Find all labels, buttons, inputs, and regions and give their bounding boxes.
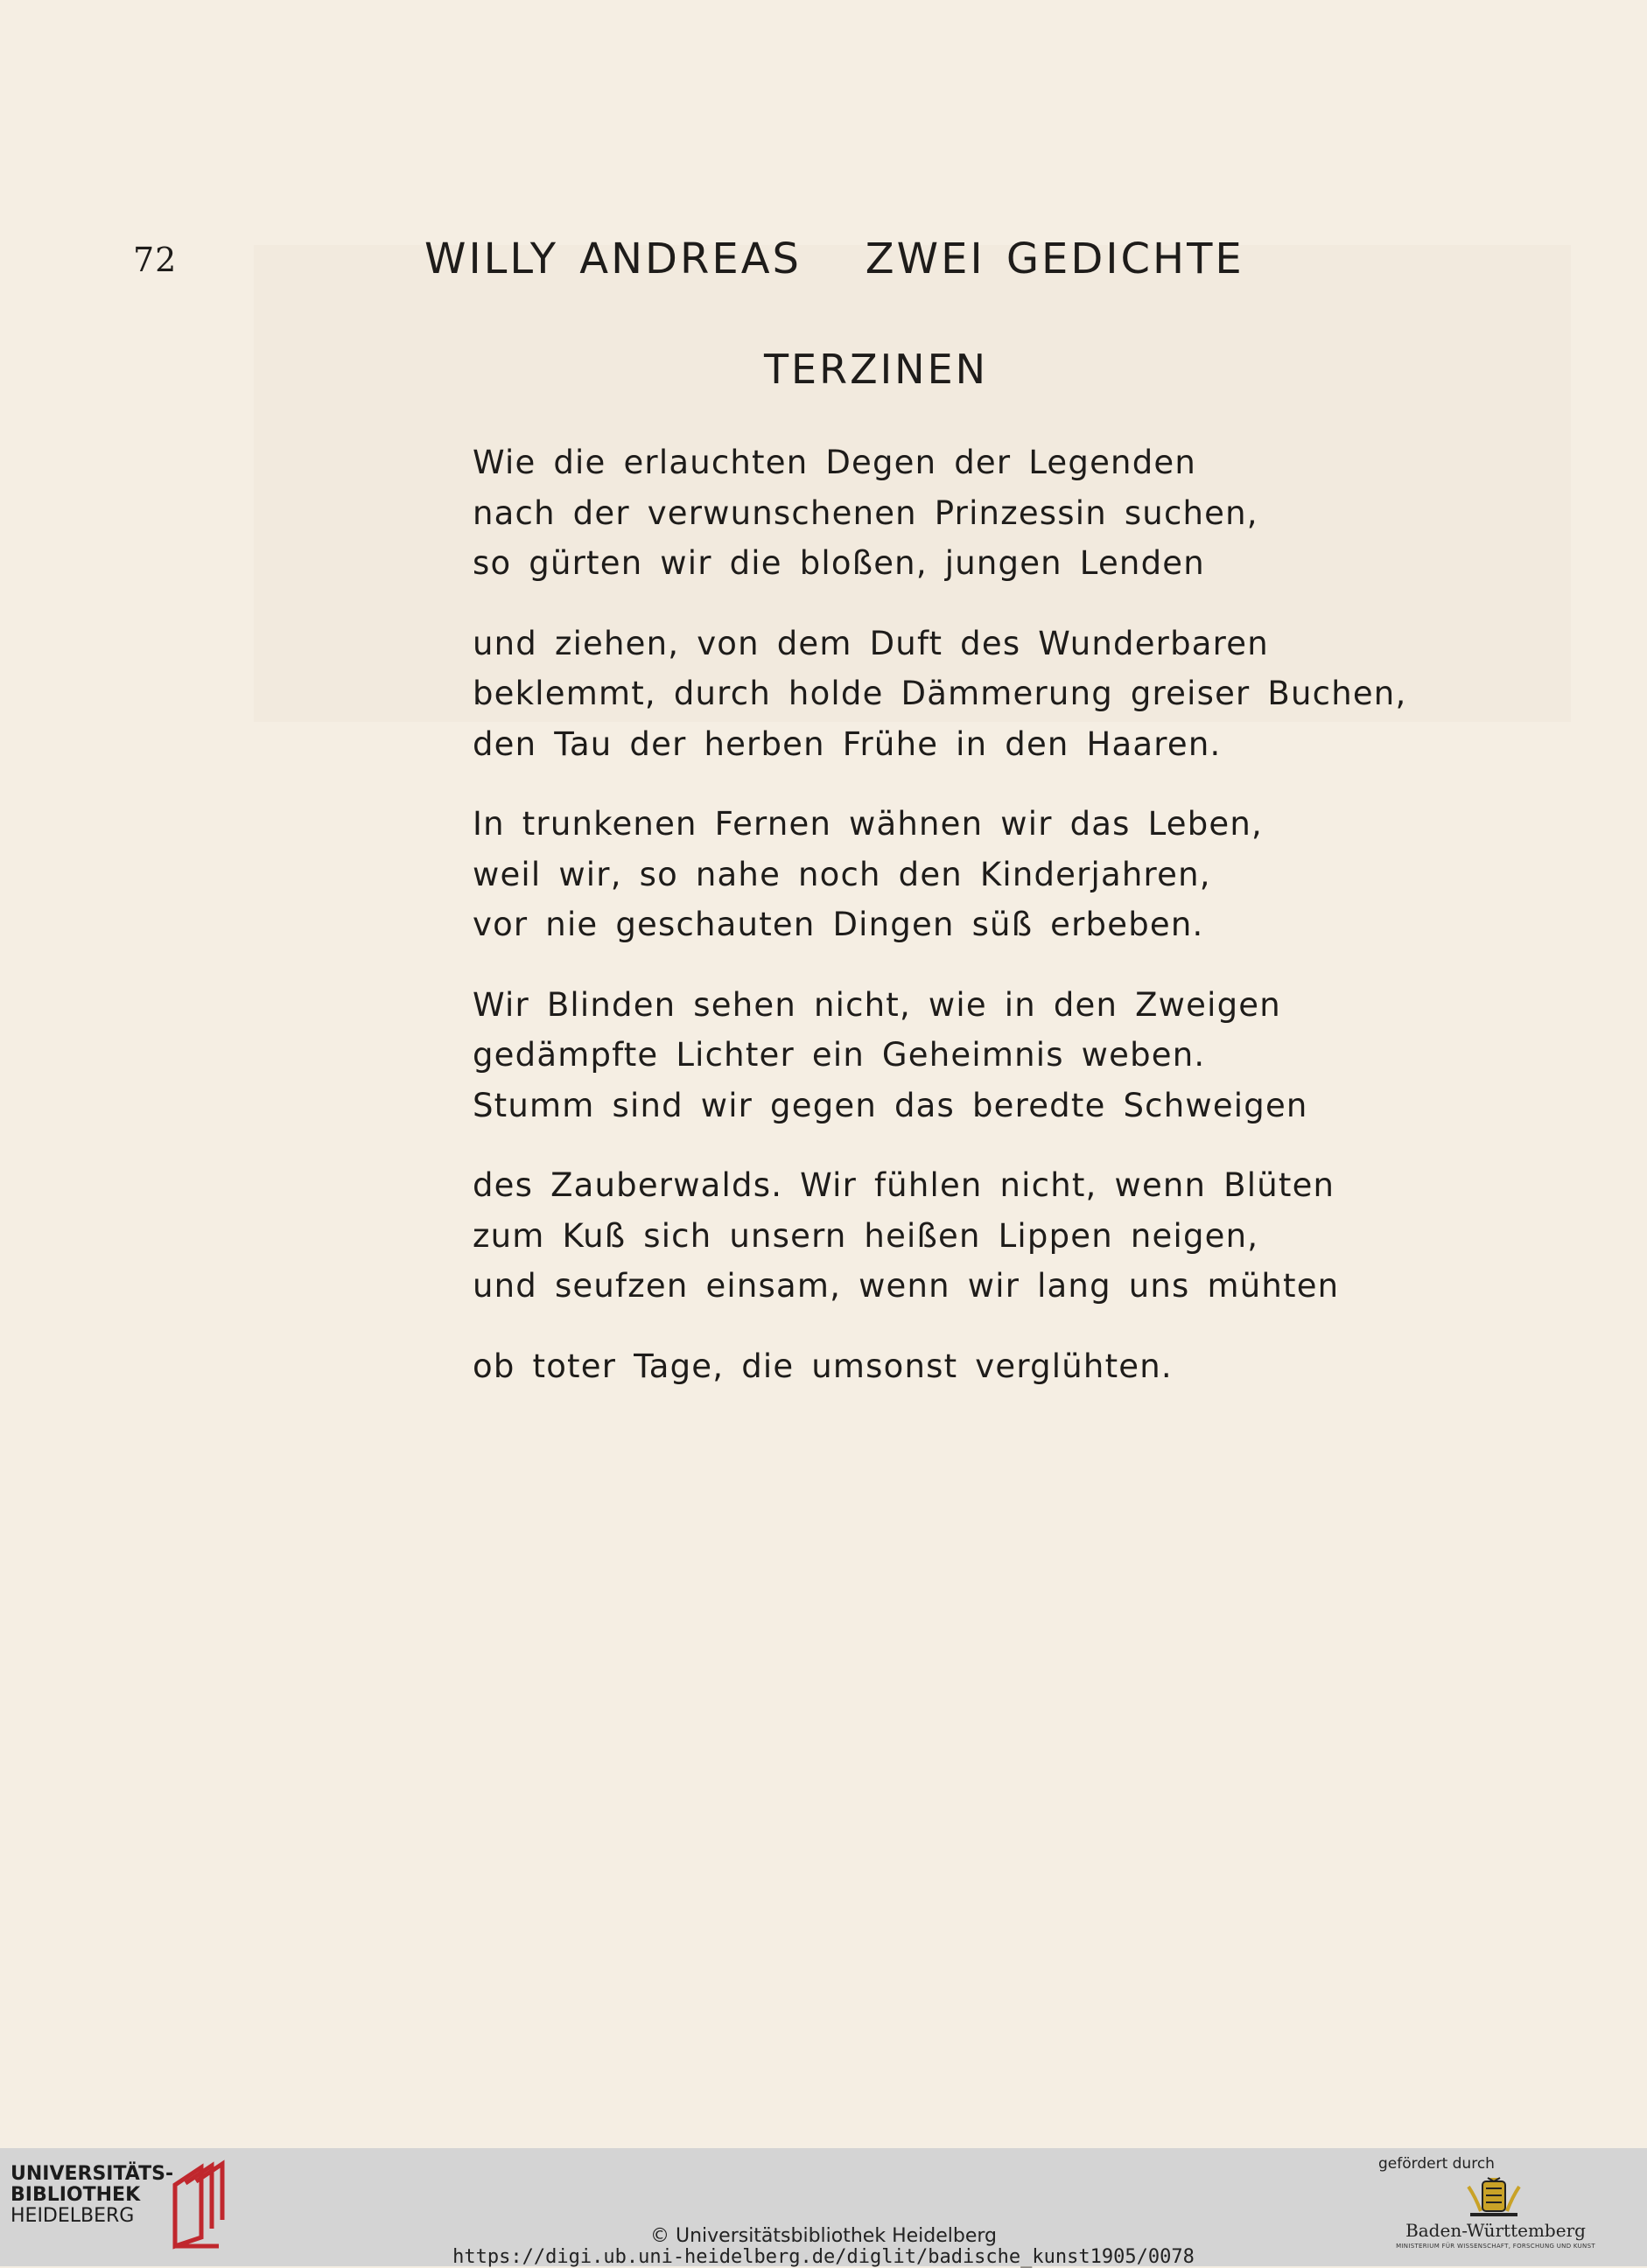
sponsor-name: Baden-Württemberg bbox=[1405, 2220, 1586, 2241]
digitization-footer bbox=[0, 2148, 1647, 2266]
poem-title: TERZINEN bbox=[763, 346, 989, 393]
poem-line: Stumm sind wir gegen das beredte Schweigen bbox=[473, 1086, 1308, 1124]
poem-line: des Zauberwalds. Wir fühlen nicht, wenn Blüten bbox=[473, 1166, 1335, 1204]
library-logo-line: UNIVERSITÄTS- bbox=[11, 2163, 174, 2185]
sponsor-label: gefördert durch bbox=[1378, 2155, 1495, 2173]
library-logo-line: BIBLIOTHEK bbox=[11, 2184, 141, 2206]
poem-line: ob toter Tage, die umsonst verglühten. bbox=[473, 1347, 1173, 1385]
permalink-url[interactable]: https://digi.ub.uni-heidelberg.de/diglit/badische_kunst1905/0078 bbox=[452, 2246, 1195, 2268]
poem-line: zum Kuß sich unsern heißen Lippen neigen, bbox=[473, 1216, 1259, 1255]
running-head: WILLY ANDREAS ZWEI GEDICHTE bbox=[424, 234, 1244, 284]
poem-line: vor nie geschauten Dingen süß erbeben. bbox=[473, 906, 1204, 943]
library-logo[interactable] bbox=[11, 2164, 173, 2227]
poem-line: so gürten wir die bloßen, jungen Lenden bbox=[473, 544, 1205, 582]
poem-line: den Tau der herben Frühe in den Haaren. bbox=[473, 724, 1222, 763]
poem-body bbox=[473, 438, 1406, 1421]
library-logo-line: HEIDELBERG bbox=[11, 2205, 135, 2227]
sponsor-subtitle: MINISTERIUM FÜR WISSENSCHAFT, FORSCHUNG UND KUNST bbox=[1396, 2243, 1595, 2250]
copyright-notice: © Universitätsbibliothek Heidelberg bbox=[649, 2225, 997, 2247]
poem-line: nach der verwunschenen Prinzessin suchen, bbox=[473, 494, 1258, 532]
poem-line: und seufzen einsam, wenn wir lang uns mühten bbox=[473, 1267, 1340, 1305]
poem-line: Wie die erlauchten Degen der Legenden bbox=[473, 444, 1196, 481]
poem-line: Wir Blinden sehen nicht, wie in den Zweigen bbox=[473, 985, 1281, 1024]
stanza-1 bbox=[473, 438, 1406, 589]
poem-line: In trunkenen Fernen wähnen wir das Leben, bbox=[473, 805, 1263, 843]
baden-wuerttemberg-crest-icon bbox=[1463, 2176, 1524, 2220]
stanza-3 bbox=[473, 799, 1406, 950]
stanza-5 bbox=[473, 1160, 1406, 1312]
poem-line: weil wir, so nahe noch den Kinderjahren, bbox=[473, 855, 1211, 893]
stanza-2 bbox=[473, 619, 1406, 770]
page-number: 72 bbox=[133, 241, 178, 279]
stanza-4 bbox=[473, 980, 1406, 1131]
poem-line: beklemmt, durch holde Dämmerung greiser Buchen, bbox=[473, 675, 1407, 712]
poem-line: und ziehen, von dem Duft des Wunderbaren bbox=[473, 624, 1269, 662]
poem-line: gedämpfte Lichter ein Geheimnis weben. bbox=[473, 1036, 1206, 1074]
stanza-6 bbox=[473, 1341, 1406, 1392]
